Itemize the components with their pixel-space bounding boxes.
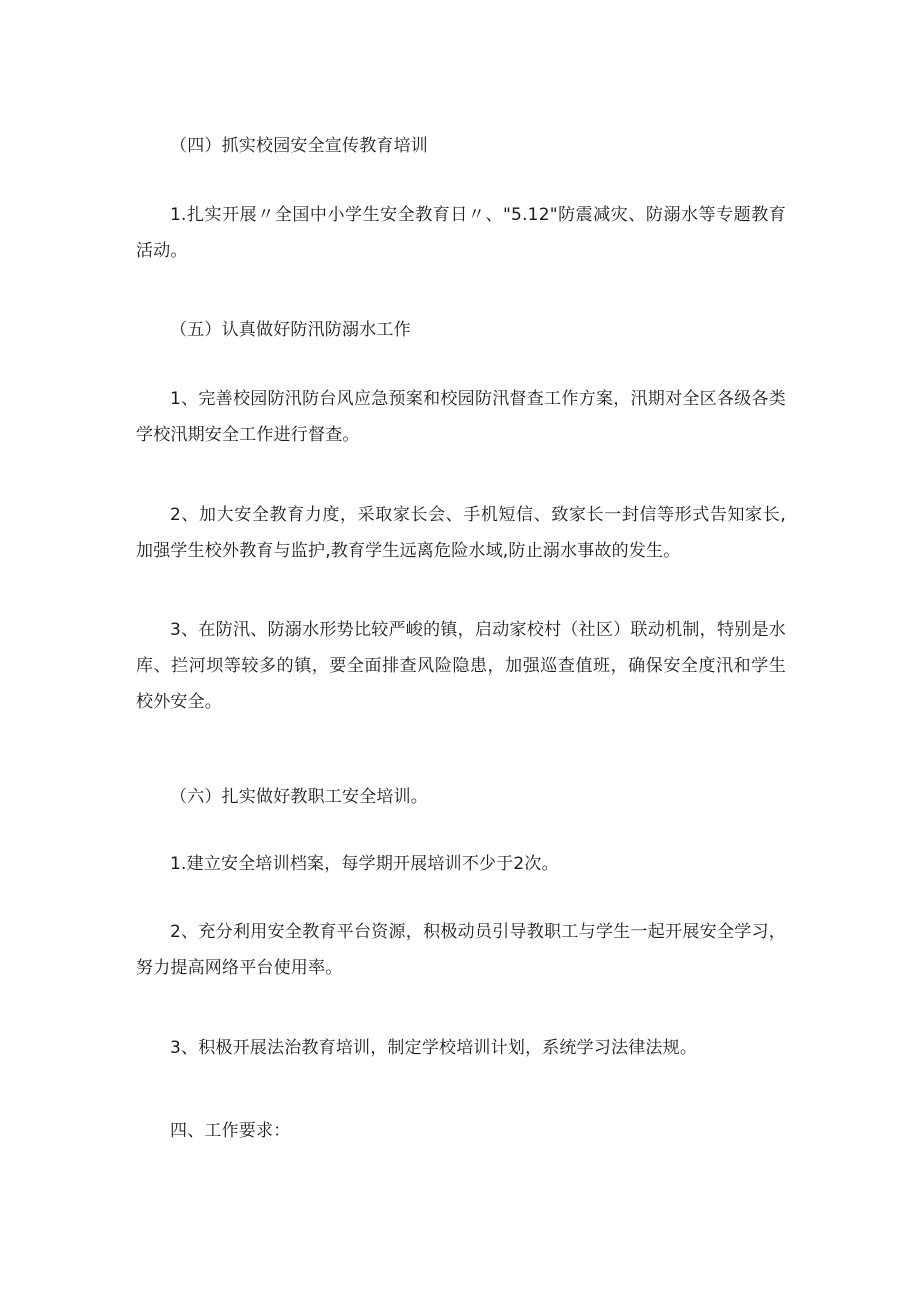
paragraph-safety-education-effort: 2、加大安全教育力度，采取家长会、手机短信、致家长一封信等形式告知家长,加强学生校外教育与监护,教育学生远离危险水域,防止溺水事故的发生。: [136, 505, 786, 561]
paragraph-safety-education-day: 1.扎实开展〃全国中小学生安全教育日〃、"5.12"防震减灾、防溺水等专题教育活动。: [136, 205, 786, 261]
paragraph-home-school-village: 3、在防汛、防溺水形势比较严峻的镇，启动家校村（社区）联动机制，特别是水库、拦河坝等较多的镇，要全面排查风险隐患，加强巡查值班，确保安全度汛和学生校外安全。: [136, 620, 786, 712]
paragraph-legal-training: 3、积极开展法治教育培训，制定学校培训计划，系统学习法律法规。: [170, 1038, 698, 1058]
section-heading-4: （四）抓实校园安全宣传教育培训: [170, 136, 428, 156]
section-heading-6: （六）扎实做好教职工安全培训。: [170, 787, 428, 807]
section-heading-5: （五）认真做好防汛防溺水工作: [170, 320, 411, 340]
section-heading-work-requirements: 四、工作要求：: [170, 1121, 291, 1141]
paragraph-platform-resources: 2、充分利用安全教育平台资源，积极动员引导教职工与学生一起开展安全学习，努力提高网络平台使用率。: [136, 922, 786, 978]
paragraph-flood-plan: 1、完善校园防汛防台风应急预案和校园防汛督查工作方案，汛期对全区各级各类学校汛期安全工作进行督查。: [136, 389, 786, 445]
paragraph-training-records: 1.建立安全培训档案，每学期开展培训不少于2次。: [170, 854, 559, 874]
